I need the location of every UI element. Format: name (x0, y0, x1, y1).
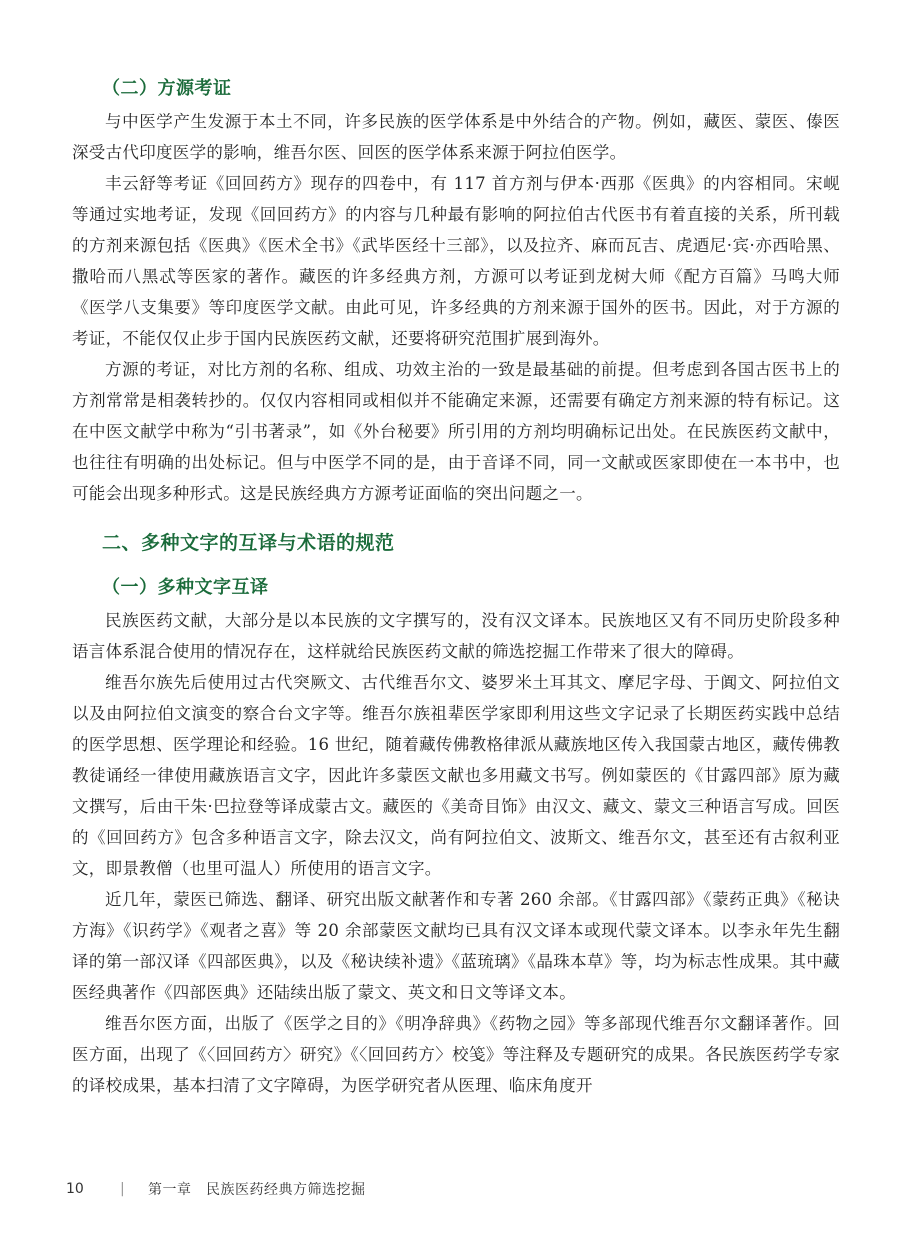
page-number: 10 (66, 1181, 84, 1197)
chapter-section-heading: 二、多种文字的互译与术语的规范 (102, 532, 395, 554)
paragraph: 维吾尔医方面，出版了《医学之目的》《明净辞典》《药物之园》等多部现代维吾尔文翻译著作。回医方面，出现了《〈回回药方〉研究》《〈回回药方〉校笺》等注释及专题研究的成果。各民族医药学专家的译校成果，基本扫清了文字障碍，为医学研究者从医理、临床角度开 (72, 1014, 840, 1095)
chapter-title: 第一章 民族医药经典方筛选挖掘 (148, 1182, 366, 1198)
paragraph: 方源的考证，对比方剂的名称、组成、功效主治的一致是最基础的前提。但考虑到各国古医书上的方剂常常是相袭转抄的。仅仅内容相同或相似并不能确定来源，还需要有确定方剂来源的特有标记。这在中医文献学中称为“引书著录”，如《外台秘要》所引用的方剂均明确标记出处。在民族医药文献中，也往往有明确的出处标记。但与中医学不同的是，由于音译不同，同一文献或医家即使在一本书中，也可能会出现多种形式。这是民族经典方方源考证面临的突出问题之一。 (72, 360, 840, 503)
section-heading-fangyuan-kaozheng: （二）方源考证 (102, 78, 232, 99)
page-footer (66, 1178, 366, 1200)
paragraph: 丰云舒等考证《回回药方》现存的四卷中，有 117 首方剂与伊本·西那《医典》的内容相同。宋岘等通过实地考证，发现《回回药方》的内容与几种最有影响的阿拉伯古代医书有着直接的关系，所刊载的方剂来源包括《医典》《医术全书》《武毕医经十三部》，以及拉齐、麻而瓦吉、虎迺尼·宾·亦西哈黑、撒哈而八黑忒等医家的著作。藏医的许多经典方剂，方源可以考证到龙树大师《配方百篇》马鸣大师《医学八支集要》等印度医学文献。由此可见，许多经典的方剂来源于国外的医书。因此，对于方源的考证，不能仅仅止步于国内民族医药文献，还要将研究范围扩展到海外。 (72, 174, 840, 348)
paragraph: 维吾尔族先后使用过古代突厥文、古代维吾尔文、婆罗米土耳其文、摩尼字母、于阗文、阿拉伯文以及由阿拉伯文演变的察合台文字等。维吾尔族祖辈医学家即利用这些文字记录了长期医药实践中总结的医学思想、医学理论和经验。16 世纪，随着藏传佛教格律派从藏族地区传入我国蒙古地区，藏传佛教教徒诵经一律使用藏族语言文字，因此许多蒙医文献也多用藏文书写。例如蒙医的《甘露四部》原为藏文撰写，后由干朱·巴拉登等译成蒙古文。藏医的《美奇目饰》由汉文、藏文、蒙文三种语言写成。回医的《回回药方》包含多种语言文字，除去汉文，尚有阿拉伯文、波斯文、维吾尔文，甚至还有古叙利亚文，即景教僧（也里可温人）所使用的语言文字。 (72, 673, 840, 878)
page-body (72, 74, 840, 1101)
footer-separator: | (120, 1181, 125, 1197)
section-heading-wenzi-huyi: （一）多种文字互译 (102, 577, 269, 598)
paragraph: 近几年，蒙医已筛选、翻译、研究出版文献著作和专著 260 余部。《甘露四部》《蒙药正典》《秘诀方海》《识药学》《观者之喜》等 20 余部蒙医文献均已具有汉文译本或现代蒙文译本。以李永年先生翻译的第一部汉译《四部医典》，以及《秘诀续补遗》《蓝琉璃》《晶珠本草》等，均为标志性成果。其中藏医经典著作《四部医典》还陆续出版了蒙文、英文和日文等译文本。 (72, 890, 840, 1002)
paragraph: 与中医学产生发源于本土不同，许多民族的医学体系是中外结合的产物。例如，藏医、蒙医、傣医深受古代印度医学的影响，维吾尔医、回医的医学体系来源于阿拉伯医学。 (72, 112, 840, 162)
paragraph: 民族医药文献，大部分是以本民族的文字撰写的，没有汉文译本。民族地区又有不同历史阶段多种语言体系混合使用的情况存在，这样就给民族医药文献的筛选挖掘工作带来了很大的障碍。 (72, 611, 840, 661)
